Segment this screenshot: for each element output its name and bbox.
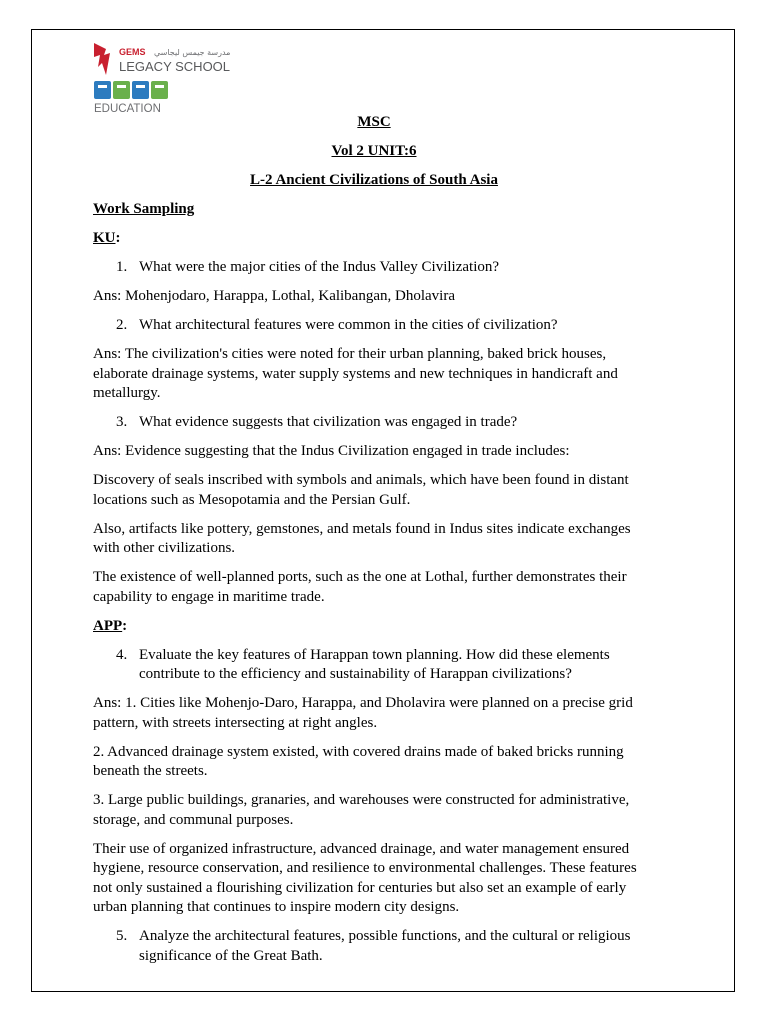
question-2 [93,316,655,336]
document-body [93,113,655,976]
ku-label: KU [93,230,116,246]
app-colon: : [122,617,128,634]
answer-4-point-2: 2. Advanced drainage system existed, with covered drains made of baked bricks running beneath the streets. [93,743,624,779]
answer-3-paragraph-2: Also, artifacts like pottery, gemstones, and metals found in Indus sites indicate exchanges with other civilizations. [93,520,631,556]
question-1-text: What were the major cities of the Indus Valley Civilization? [139,259,500,275]
question-1-number: 1. [116,259,128,275]
ku-colon: : [115,230,121,246]
subject-heading: MSC [357,114,391,130]
logo-arabic-text: مدرسة جيمس ليجاسي [154,48,231,57]
question-2-number: 2. [116,317,128,333]
question-4-number: 4. [116,646,128,663]
question-5 [93,927,655,966]
answer-3-paragraph-1: Discovery of seals inscribed with symbols and animals, which have been found in distant locations such as Mesopotamia and the Persian Gulf. [93,472,629,508]
answer-3-paragraph-3: The existence of well-planned ports, such as the one at Lothal, further demonstrates their capability to engage in maritime trade. [93,569,627,605]
answer-4-point-1: Ans: 1. Cities like Mohenjo-Daro, Harappa, and Dholavira were planned on a precise grid pattern, with streets intersecting at right angles. [93,695,633,731]
app-heading [93,617,655,637]
answer-4-summary: Their use of organized infrastructure, advanced drainage, and water management ensured hygiene, resource conservation, and resilience to environmental challenges. These features not only sustained a flourishing civilization for centuries but also set an example of early urban planning that continues to inspire modern city designs. [93,840,637,915]
answer-1: Ans: Mohenjodaro, Harappa, Lothal, Kalibangan, Dholavira [93,288,455,304]
question-3-text: What evidence suggests that civilization was engaged in trade? [139,414,518,430]
answer-4-point-3: 3. Large public buildings, granaries, and warehouses were constructed for administrative, storage, and communal purposes. [93,792,630,828]
gems-flame-icon [94,43,110,75]
gems-legacy-school-logo [92,41,232,117]
gems-education-mark [94,81,168,99]
answer-2: Ans: The civilization's cities were noted for their urban planning, baked brick houses, elaborate drainage systems, water supply systems and new techniques in handicraft and metallurgy. [93,346,618,401]
question-4 [93,646,655,685]
logo-brand-top: GEMS [119,47,146,57]
question-4-text: Evaluate the key features of Harappan town planning. How did these elements contribute to the efficiency and sustainability of Harappan civilizations? [139,646,610,682]
question-5-text: Analyze the architectural features, possible functions, and the cultural or religious significance of the Great Bath. [139,928,631,964]
question-1 [93,258,655,278]
question-3-number: 3. [116,414,128,430]
work-sampling-label: Work Sampling [93,201,195,217]
unit-heading: Vol 2 UNIT:6 [331,143,417,159]
question-3 [93,413,655,433]
logo-brand-bottom: GEMS [110,83,152,99]
answer-3: Ans: Evidence suggesting that the Indus Civilization engaged in trade includes: [93,443,570,459]
question-2-text: What architectural features were common in the cities of civilization? [139,317,558,333]
lesson-heading: L-2 Ancient Civilizations of South Asia [250,172,498,188]
work-sampling-heading [93,200,655,220]
logo-school-name: LEGACY SCHOOL [119,59,231,74]
logo-education: EDUCATION [94,103,161,115]
app-label: APP [93,617,123,634]
ku-heading [93,229,655,249]
question-5-number: 5. [116,928,128,944]
